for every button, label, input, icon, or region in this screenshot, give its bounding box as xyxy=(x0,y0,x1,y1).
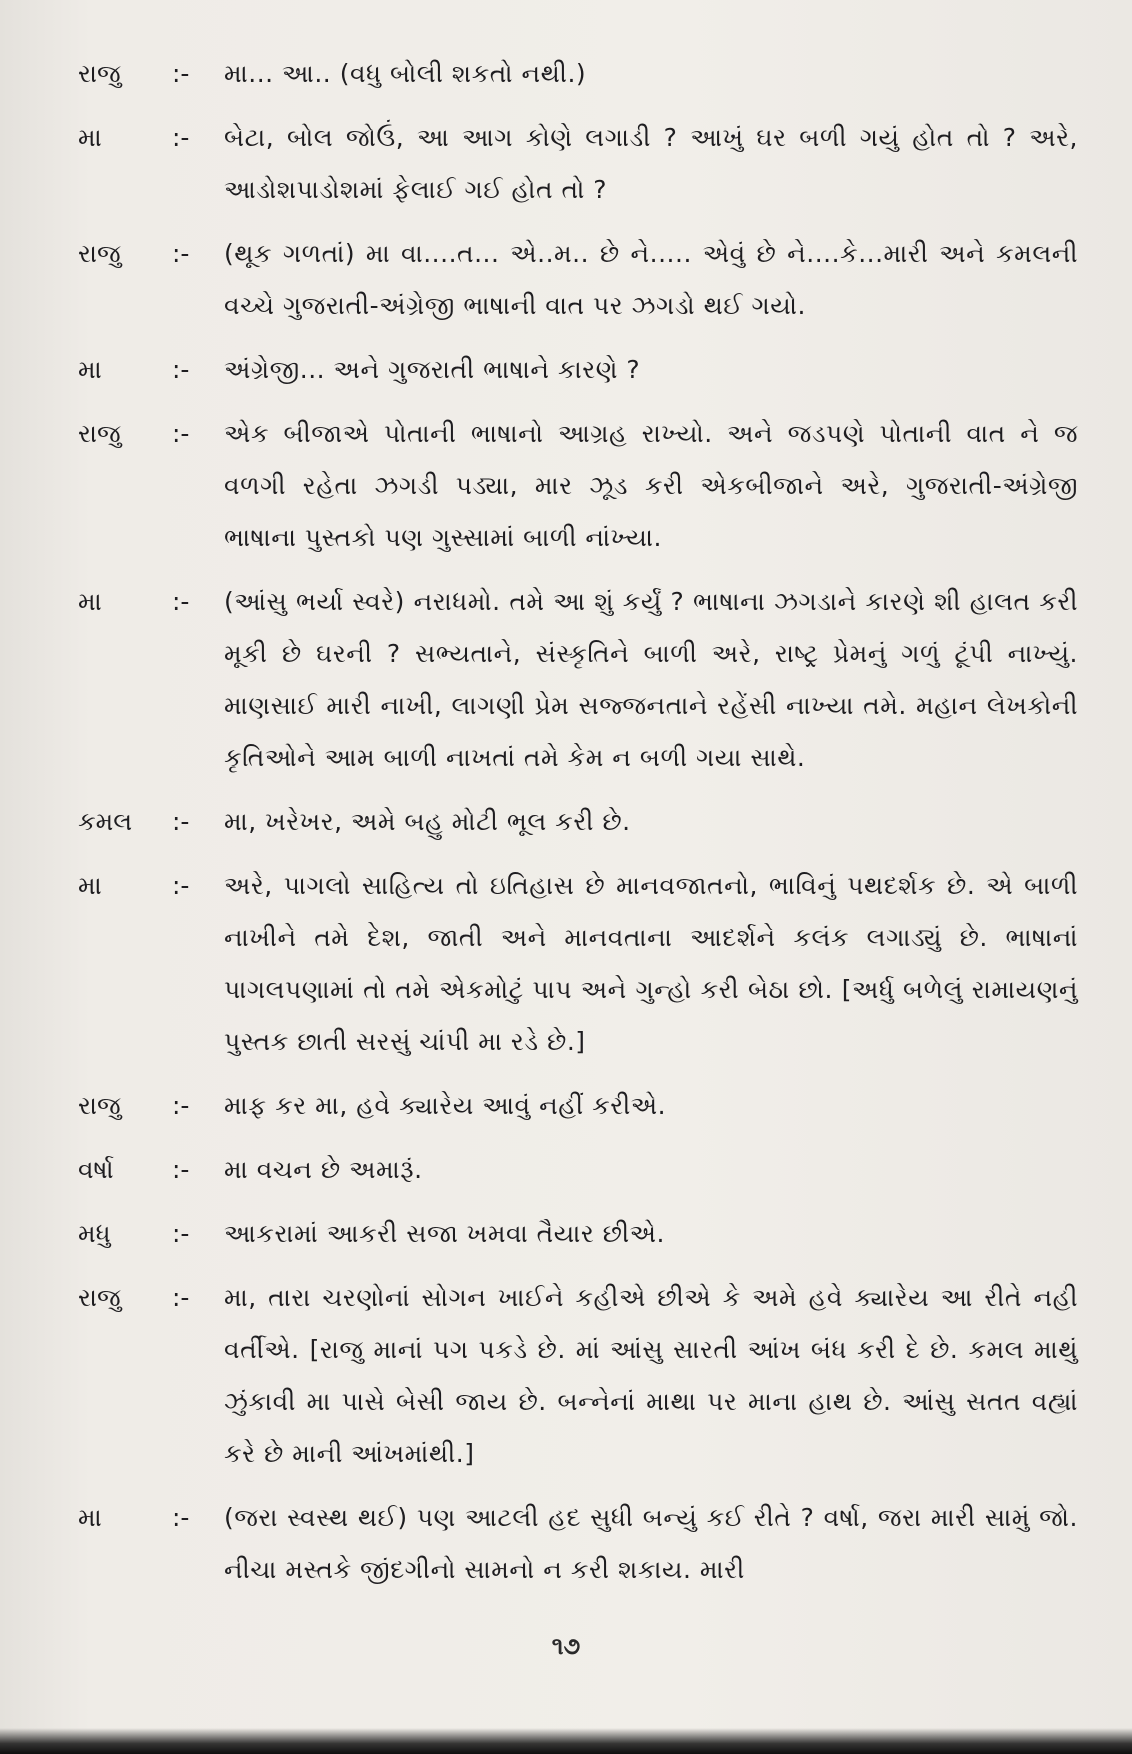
speaker-separator: :- xyxy=(172,1283,190,1312)
dialogue-block xyxy=(78,48,1078,1608)
dialogue-text: મા... આ.. (વધુ બોલી શકતો નથી.) xyxy=(224,59,587,88)
speaker-separator: :- xyxy=(172,871,190,900)
speaker-name: મા xyxy=(78,871,102,900)
speaker-separator: :- xyxy=(172,1155,190,1184)
speaker-name: રાજુ xyxy=(78,59,121,88)
speaker-separator: :- xyxy=(172,355,190,384)
speaker-separator: :- xyxy=(172,1219,190,1248)
speaker-separator: :- xyxy=(172,419,190,448)
speaker-separator: :- xyxy=(172,59,190,88)
speaker-name: કમલ xyxy=(78,807,133,836)
dialogue-text: અરે, પાગલો સાહિત્ય તો ઇતિહાસ છે માનવજાતનો, ભાવિનું પથદર્શક છે. એ બાળી નાખીને તમે દેશ, જાતી અને માનવતાના આદર્શને કલંક લગાડ્યું છે. ભાષાનાં પાગલપણામાં તો તમે એકમોટું પાપ અને ગુન્હો કરી બેઠા છો. [અર્ધુ બળેલું રામાયણનું પુસ્તક છાતી સરસું ચાંપી મા રડે છે.] xyxy=(224,871,1078,1056)
speaker-name: રાજુ xyxy=(78,1283,121,1312)
dialogue-line xyxy=(78,1492,1078,1596)
page-number: ૧૭ xyxy=(551,1632,581,1660)
speaker-separator: :- xyxy=(172,1091,190,1120)
speaker-separator: :- xyxy=(172,123,190,152)
speaker-name: મા xyxy=(78,123,102,152)
dialogue-line xyxy=(78,1272,1078,1480)
page-edge-shadow xyxy=(0,1728,1132,1754)
dialogue-line xyxy=(78,112,1078,216)
speaker-name: રાજુ xyxy=(78,419,121,448)
speaker-name: મા xyxy=(78,587,102,616)
dialogue-text: આકરામાં આકરી સજા ખમવા તૈયાર છીએ. xyxy=(224,1219,665,1248)
dialogue-line xyxy=(78,860,1078,1068)
dialogue-text: અંગ્રેજી... અને ગુજરાતી ભાષાને કારણે ? xyxy=(224,355,641,384)
dialogue-text: (આંસુ ભર્યા સ્વરે) નરાધમો. તમે આ શું કર્યું ? ભાષાના ઝગડાને કારણે શી હાલત કરી મૂકી છે ઘરની ? સભ્યતાને, સંસ્કૃતિને બાળી અરે, રાષ્ટ્ર પ્રેમનું ગળું ટૂંપી નાખ્યું. માણસાઈ મારી નાખી, લાગણી પ્રેમ સજ્જનતાને રહેંસી નાખ્યા તમે. મહાન લેખકોની કૃતિઓને આમ બાળી નાખતાં તમે કેમ ન બળી ગયા સાથે. xyxy=(224,587,1078,772)
speaker-separator: :- xyxy=(172,807,190,836)
dialogue-line xyxy=(78,576,1078,784)
dialogue-text: (થૂક ગળતાં) મા વા....ત... એ..મ.. છે ને..... એવું છે ને....કે...મારી અને કમલની વચ્ચે ગુજરાતી-અંગ્રેજી ભાષાની વાત પર ઝગડો થઈ ગયો. xyxy=(224,239,1078,320)
dialogue-line xyxy=(78,48,1078,100)
speaker-separator: :- xyxy=(172,239,190,268)
speaker-name: મધુ xyxy=(78,1219,111,1248)
dialogue-text: બેટા, બોલ જોઉં, આ આગ કોણે લગાડી ? આખું ઘર બળી ગયું હોત તો ? અરે, આડોશપાડોશમાં ફેલાઈ ગઈ હોત તો ? xyxy=(224,123,1078,204)
dialogue-line xyxy=(78,344,1078,396)
speaker-name: રાજુ xyxy=(78,1091,121,1120)
speaker-name: મા xyxy=(78,1503,102,1532)
speaker-separator: :- xyxy=(172,587,190,616)
dialogue-line xyxy=(78,796,1078,848)
dialogue-text: મા વચન છે અમારૂં. xyxy=(224,1155,423,1184)
dialogue-text: માફ કર મા, હવે ક્યારેય આવું નહીં કરીએ. xyxy=(224,1091,667,1120)
speaker-name: મા xyxy=(78,355,102,384)
dialogue-text: એક બીજાએ પોતાની ભાષાનો આગ્રહ રાખ્યો. અને જડપણે પોતાની વાત ને જ વળગી રહેતા ઝગડી પડ્યા, માર ઝૂડ કરી એકબીજાને અરે, ગુજરાતી-અંગ્રેજી ભાષાના પુસ્તકો પણ ગુસ્સામાં બાળી નાંખ્યા. xyxy=(224,419,1078,552)
dialogue-line xyxy=(78,1080,1078,1132)
dialogue-text: મા, તારા ચરણોનાં સોગન ખાઈને કહીએ છીએ કે અમે હવે ક્યારેય આ રીતે નહી વર્તીએ. [રાજુ માનાં પગ પકડે છે. માં આંસુ સારતી આંખ બંધ કરી દે છે. કમલ માથું ઝુંકાવી મા પાસે બેસી જાય છે. બન્નેનાં માથા પર માના હાથ છે. આંસુ સતત વહ્યાં કરે છે માની આંખમાંથી.] xyxy=(224,1283,1078,1468)
dialogue-text: મા, ખરેખર, અમે બહુ મોટી ભૂલ કરી છે. xyxy=(224,807,631,836)
dialogue-line xyxy=(78,408,1078,564)
speaker-name: વર્ષા xyxy=(78,1155,114,1184)
dialogue-line xyxy=(78,1144,1078,1196)
dialogue-line xyxy=(78,1208,1078,1260)
dialogue-text: (જરા સ્વસ્થ થઈ) પણ આટલી હદ સુધી બન્યું કઈ રીતે ? વર્ષા, જરા મારી સામું જો. નીચા મસ્તકે જીંદગીનો સામનો ન કરી શકાય. મારી xyxy=(224,1503,1078,1584)
dialogue-line xyxy=(78,228,1078,332)
speaker-name: રાજુ xyxy=(78,239,121,268)
speaker-separator: :- xyxy=(172,1503,190,1532)
